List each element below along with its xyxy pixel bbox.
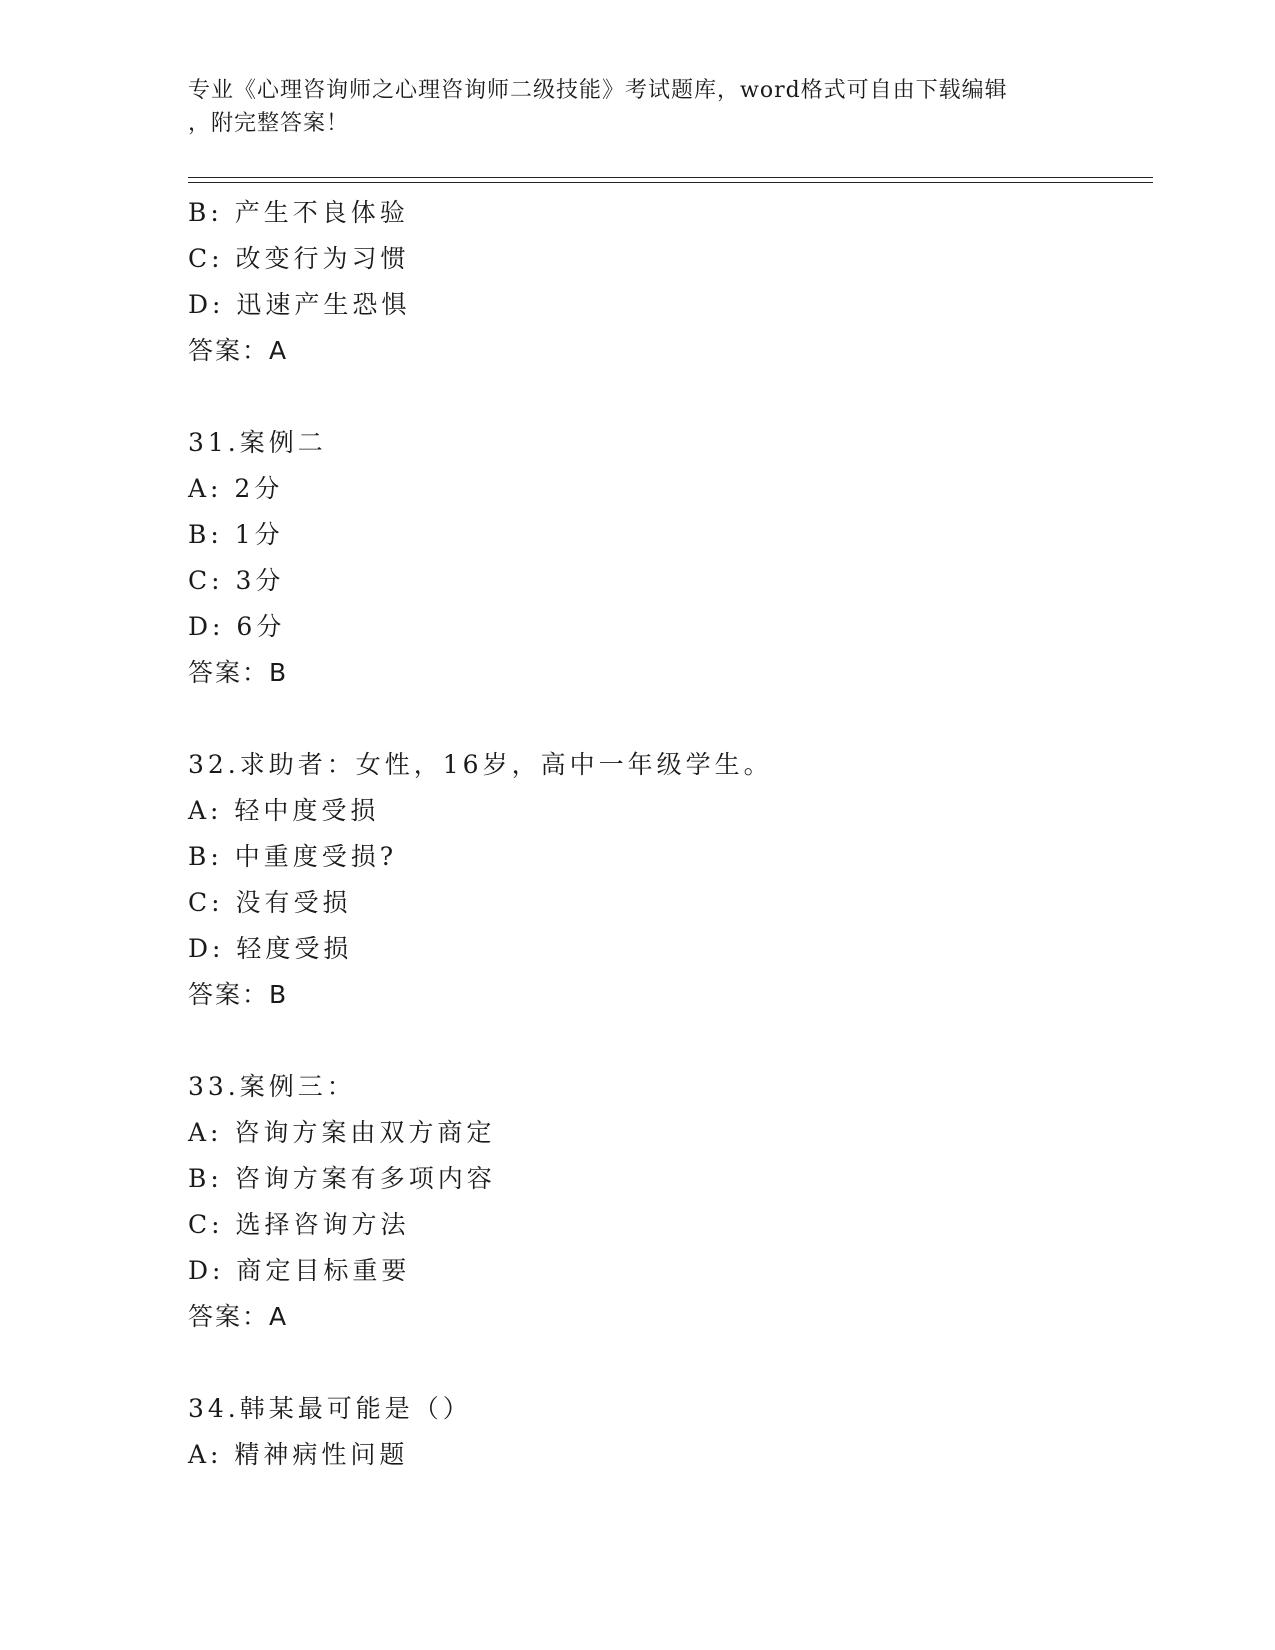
answer: 答案：A: [188, 1302, 289, 1331]
option-b: B: 中重度受损?: [188, 842, 398, 871]
option-a: A: 咨询方案由双方商定: [188, 1118, 496, 1147]
option-c: C: 选择咨询方法: [188, 1210, 410, 1239]
option-b: B: 咨询方案有多项内容: [188, 1164, 496, 1193]
question-text: 31.案例二: [188, 428, 327, 457]
option-d: D: 迅速产生恐惧: [188, 290, 411, 319]
question-list: [188, 190, 1148, 1478]
answer: 答案：B: [188, 658, 289, 687]
header-rule-bottom: [188, 182, 1153, 183]
option-d: D: 6分: [188, 612, 286, 641]
option-d: D: 商定目标重要: [188, 1256, 411, 1285]
option-a: A: 2分: [188, 474, 284, 503]
option-a: A: 精神病性问题: [188, 1440, 409, 1469]
question-33: [188, 1064, 1148, 1340]
question-text: 33.案例三：: [188, 1072, 356, 1101]
option-a: A: 轻中度受损: [188, 796, 380, 825]
answer: 答案：A: [188, 336, 289, 365]
question-34: [188, 1386, 1148, 1478]
header-line-2: ，附完整答案！: [188, 111, 350, 136]
question-text: 32.求助者：女性，16岁，高中一年级学生。: [188, 750, 773, 779]
option-c: C: 改变行为习惯: [188, 244, 410, 273]
option-b: B: 1分: [188, 520, 284, 549]
question-text: 34.韩某最可能是（）: [188, 1394, 472, 1423]
option-b: B: 产生不良体验: [188, 198, 409, 227]
document-header: [188, 74, 1088, 140]
answer: 答案：B: [188, 980, 289, 1009]
header-rule-top: [188, 177, 1153, 178]
question-30: [188, 190, 1148, 374]
option-c: C: 3分: [188, 566, 285, 595]
question-31: [188, 420, 1148, 696]
option-d: D: 轻度受损: [188, 934, 353, 963]
header-line-1: 专业《心理咨询师之心理咨询师二级技能》考试题库，word格式可自由下载编辑: [188, 78, 1008, 103]
question-32: [188, 742, 1148, 1018]
option-c: C: 没有受损: [188, 888, 352, 917]
